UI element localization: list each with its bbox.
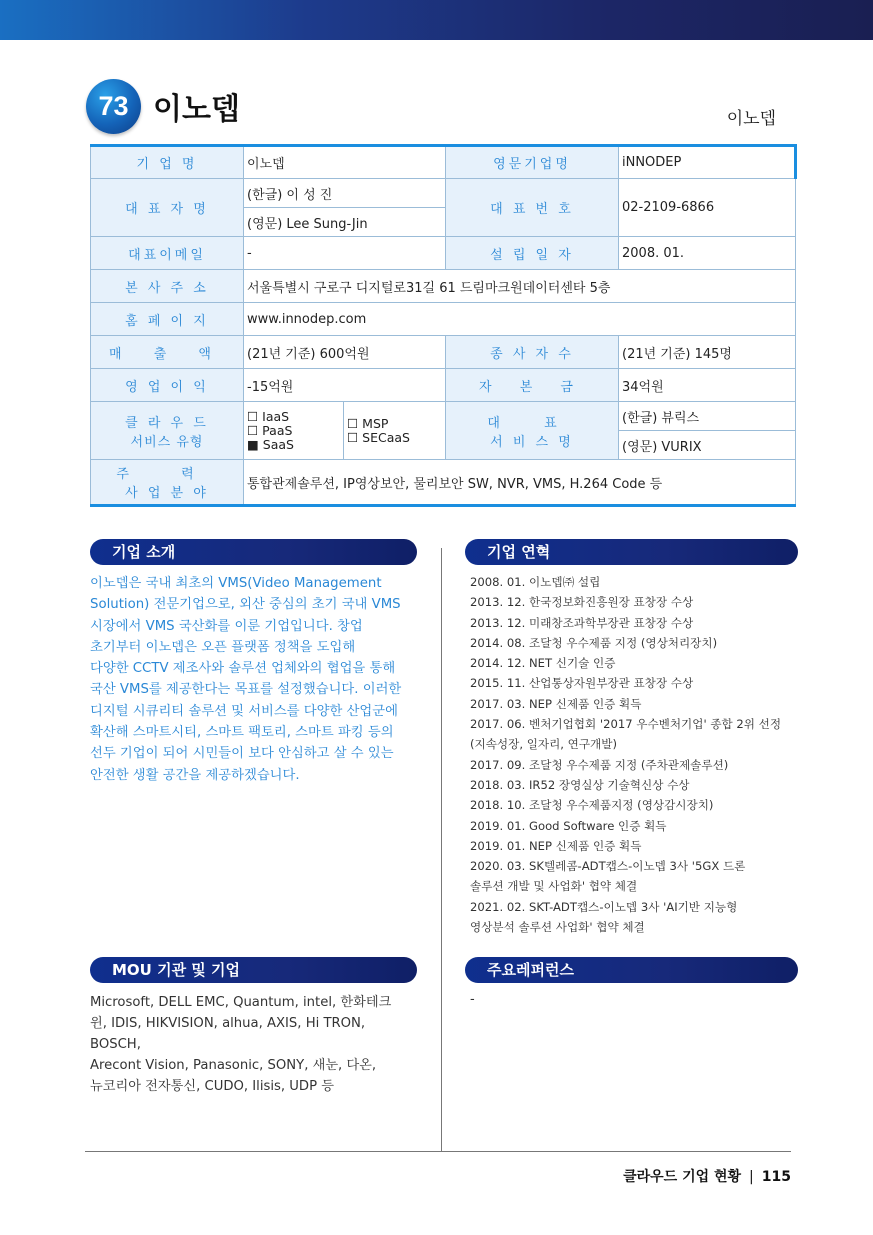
column-divider [441,548,442,1151]
intro-line: 확산해 스마트시티, 스마트 팩토리, 스마트 파킹 등의 [90,725,394,741]
value-profit: -15억원 [244,369,446,402]
mou-line: 뉴코리아 전자통신, CUDO, Ilisis, UDP 등 [90,1079,334,1094]
history-item: 2019. 01. NEP 신제품 인증 획득 [470,838,642,853]
history-item: 2017. 09. 조달청 우수제품 지정 (주차관제솔루션) [470,757,729,772]
value-ceo-kor: (한글) 이 성 진 [244,179,446,208]
value-service-eng: (영문) VURIX [619,431,796,460]
cloud-option-iaas: ☐ IaaS [247,408,290,424]
label-cloud-type-line2: 서비스 유형 [130,434,204,450]
company-title: 이노뎁 [153,92,240,127]
label-cloud-type-line1: 클 라 우 드 [125,415,209,431]
value-email: - [244,237,446,270]
cloud-options-a [244,402,344,460]
row-company-name [91,146,796,179]
label-employees: 종 사 자 수 [446,336,619,369]
label-eng-company: 영문기업명 [446,146,619,179]
page-number: 115 [761,1169,791,1185]
intro-line: 선두 기업이 되어 시민들이 보다 안심하고 살 수 있는 [90,746,394,762]
label-homepage: 홈 페 이 지 [91,303,244,336]
row-email [91,237,796,270]
history-item: 2021. 02. SKT-ADT캡스-이노뎁 3사 'AI기반 지능형 [470,899,738,914]
value-phone: 02-2109-6866 [619,179,796,237]
label-business [91,460,244,506]
row-business [91,460,796,506]
section-bar-mou: MOU 기관 및 기업 [90,957,417,983]
company-name-right: 이노뎁 [726,109,776,129]
row-homepage [91,303,796,336]
company-number-badge [86,79,141,134]
history-item: 2020. 03. SK텔레콤-ADT캡스-이노뎁 3사 '5GX 드론 [470,859,746,874]
value-employees: (21년 기준) 145명 [619,336,796,369]
footer-rule [85,1151,791,1152]
mou-line: 윈, IDIS, HIKVISION, alhua, AXIS, Hi TRON, BOSCH, [90,1016,366,1052]
company-info-table [90,144,797,507]
section-bar-reference: 주요레퍼런스 [465,957,798,983]
intro-line: 안전한 생활 공간을 제공하겠습니다. [90,767,300,783]
row-ceo-kor [91,179,796,208]
value-sales: (21년 기준) 600억원 [244,336,446,369]
intro-line: 이노뎁은 국내 최초의 VMS(Video Management [90,576,382,591]
value-business: 통합관제솔루션, IP영상보안, 물리보안 SW, NVR, VMS, H.264 Code 등 [244,460,796,506]
company-intro-text [90,573,420,786]
history-item: 2008. 01. 이노뎁㈜ 설립 [470,575,601,589]
cloud-options-b [344,402,446,460]
value-ceo-eng: (영문) Lee Sung-Jin [244,208,446,237]
footer-title: 클라우드 기업 현황 [623,1169,742,1185]
history-item: 2013. 12. 한국정보화진흥원장 표창장 수상 [470,595,694,610]
cloud-option-secaas: ☐ SECaaS [347,429,410,445]
intro-line: 디지털 시큐리티 솔루션 및 서비스를 다양한 산업군에 [90,703,398,719]
section-bar-history: 기업 연혁 [465,539,798,565]
label-founded: 설 립 일 자 [446,237,619,270]
company-number: 73 [98,91,129,121]
cloud-option-paas: ☐ PaaS [247,422,293,438]
label-ceo: 대 표 자 명 [91,179,244,237]
history-list [470,572,800,937]
history-item: 2018. 03. IR52 장영실상 기술혁신상 수상 [470,777,690,792]
label-service-name-line1: 대 표 [487,415,577,431]
intro-line: 다양한 CCTV 제조사와 솔루션 업체와의 협업을 통해 [90,661,396,677]
label-company: 기 업 명 [91,146,244,179]
label-profit: 영 업 이 익 [91,369,244,402]
label-service-name [446,402,619,460]
row-address [91,270,796,303]
mou-line: Arecont Vision, Panasonic, SONY, 새눈, 다온, [90,1058,377,1073]
value-eng-company: iNNODEP [619,146,796,179]
label-address: 본 사 주 소 [91,270,244,303]
label-capital: 자 본 금 [446,369,619,402]
history-item: 2014. 08. 조달청 우수제품 지정 (영상처리장치) [470,635,718,650]
footer-separator: | [749,1169,754,1185]
value-company: 이노뎁 [244,146,446,179]
value-service-kor: (한글) 뷰릭스 [619,402,796,431]
intro-line: Solution) 전문기업으로, 외산 중심의 초기 국내 VMS [90,597,401,613]
history-item: 2019. 01. Good Software 인증 획득 [470,818,667,833]
history-item: 2015. 11. 산업통상자원부장관 표창장 수상 [470,676,694,691]
value-capital: 34억원 [619,369,796,402]
history-item: 솔루션 개발 및 사업화' 협약 체결 [470,879,638,894]
history-item: 영상분석 솔루션 사업화' 협약 체결 [470,920,645,935]
mou-line: Microsoft, DELL EMC, Quantum, intel, 한화테크 [90,995,392,1010]
history-item: 2017. 06. 벤처기업협회 '2017 우수벤처기업' 종합 2위 선정 [470,717,782,732]
intro-line: 초기부터 이노뎁은 오픈 플랫폼 정책을 도입해 [90,639,356,655]
value-address: 서울특별시 구로구 디지털로31길 61 드림마크원데이터센타 5층 [244,270,796,303]
reference-text: - [470,992,475,1007]
section-bar-intro: 기업 소개 [90,539,417,565]
cloud-option-msp: ☐ MSP [347,415,389,431]
label-sales: 매 출 액 [91,336,244,369]
row-profit [91,369,796,402]
label-business-line1: 주 력 [116,467,218,482]
history-item: (지속성장, 일자리, 연구개발) [470,737,617,752]
row-cloud-svc-kor [91,402,796,431]
intro-line: 국산 VMS를 제공한다는 목표를 설정했습니다. 이러한 [90,682,402,698]
value-founded: 2008. 01. [619,237,796,270]
intro-line: 시장에서 VMS 국산화를 이룬 기업입니다. 창업 [90,618,363,634]
value-homepage: www.innodep.com [244,303,796,336]
row-sales [91,336,796,369]
label-email: 대표이메일 [91,237,244,270]
label-business-line2: 사 업 분 야 [125,486,209,501]
label-service-name-line2: 서 비 스 명 [490,434,574,450]
mou-text [90,992,420,1097]
history-item: 2017. 03. NEP 신제품 인증 획득 [470,696,642,711]
cloud-option-saas: ■ SaaS [247,436,294,452]
history-item: 2014. 12. NET 신기술 인증 [470,656,616,671]
page-footer [623,1166,791,1186]
history-item: 2013. 12. 미래창조과학부장관 표창장 수상 [470,615,694,630]
top-color-band [0,0,873,40]
label-cloud-type [91,402,244,460]
history-item: 2018. 10. 조달청 우수제품지정 (영상감시장치) [470,798,714,813]
label-phone: 대 표 번 호 [446,179,619,237]
